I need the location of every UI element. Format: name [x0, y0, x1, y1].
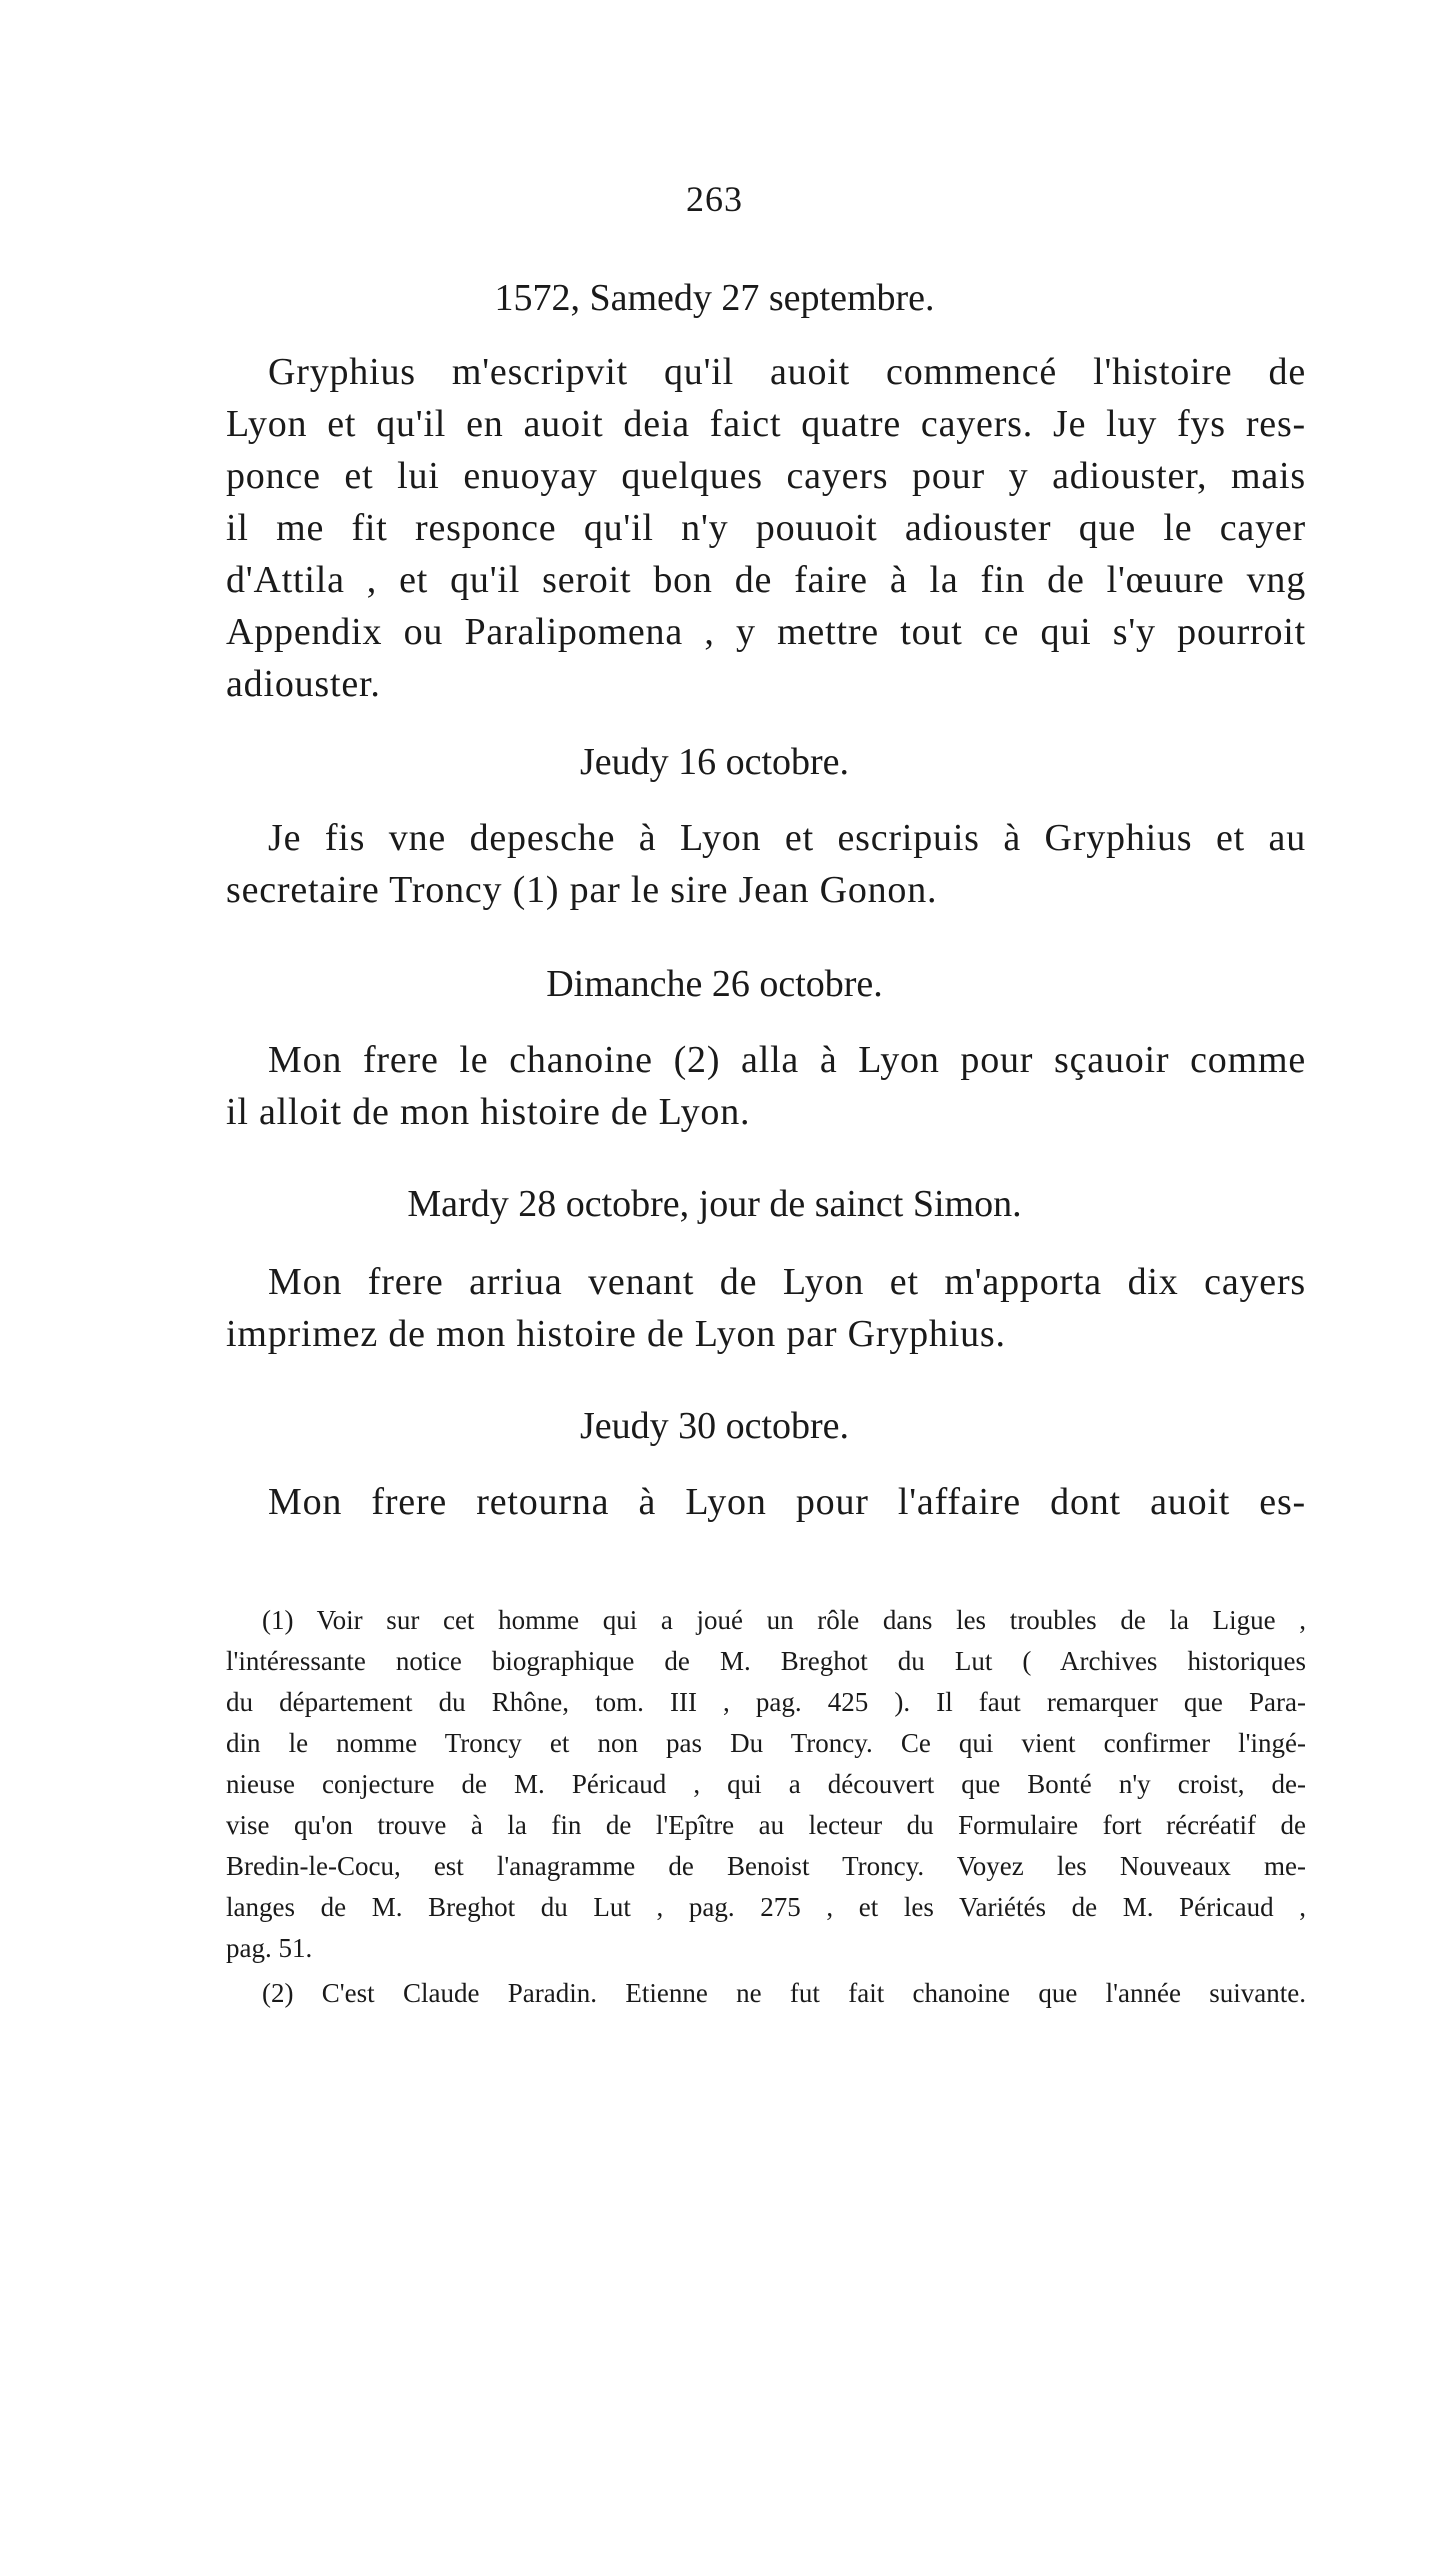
- text-line: Mon frere arriua venant de Lyon et m'apporta dix cayers: [268, 1261, 1306, 1303]
- page-number: 263: [686, 179, 743, 219]
- text-line: Je fis vne depesche à Lyon et escripuis à Gryphius et au: [268, 817, 1306, 859]
- footnote-line: l'intéressante notice biographique de M. Breghot du Lut ( Archives historiques: [226, 1646, 1306, 1676]
- text-line: d'Attila , et qu'il seroit bon de faire à la fin de l'œuure vng: [226, 559, 1306, 601]
- text-line: Gryphius m'escripvit qu'il auoit commencé l'histoire de: [268, 351, 1306, 393]
- footnote-line: (1) Voir sur cet homme qui a joué un rôle dans les troubles de la Ligue ,: [262, 1605, 1306, 1635]
- text-line: Mon frere le chanoine (2) alla à Lyon pour sçauoir comme: [268, 1039, 1306, 1081]
- entry-paragraph-4: [226, 1256, 1306, 1360]
- entry-date-3: Dimanche 26 octobre.: [546, 963, 883, 1005]
- entry-paragraph-5: [226, 1476, 1306, 1528]
- text-line: il me fit responce qu'il n'y pouuoit adiouster que le cayer: [226, 507, 1306, 549]
- text-line: Mon frere retourna à Lyon pour l'affaire dont auoit es-: [268, 1481, 1306, 1523]
- entry-paragraph-1: [226, 346, 1306, 710]
- entry-date-5: Jeudy 30 octobre.: [579, 1405, 850, 1447]
- text-line: il alloit de mon histoire de Lyon.: [226, 1091, 751, 1133]
- text-line: ponce et lui enuoyay quelques cayers pour y adiouster, mais: [226, 455, 1306, 497]
- footnote-line: din le nomme Troncy et non pas Du Troncy. Ce qui vient confirmer l'ingé-: [226, 1728, 1306, 1758]
- footnote-line: langes de M. Breghot du Lut , pag. 275 , et les Variétés de M. Péricaud ,: [226, 1892, 1306, 1922]
- text-line: imprimez de mon histoire de Lyon par Gryphius.: [226, 1313, 1006, 1355]
- footnote-line: Bredin-le-Cocu, est l'anagramme de Benoist Troncy. Voyez les Nouveaux me-: [226, 1851, 1306, 1881]
- footnote-line: vise qu'on trouve à la fin de l'Epître au lecteur du Formulaire fort récréatif de: [226, 1810, 1306, 1840]
- footnote-line: du département du Rhône, tom. III , pag. 425 ). Il faut remarquer que Para-: [226, 1687, 1306, 1717]
- entry-paragraph-3: [226, 1034, 1306, 1138]
- footnotes: [226, 1600, 1306, 2014]
- footnote-line: pag. 51.: [226, 1933, 313, 1963]
- footnote-line: nieuse conjecture de M. Péricaud , qui a découvert que Bonté n'y croist, de-: [226, 1769, 1306, 1799]
- entry-date-2: Jeudy 16 octobre.: [579, 741, 850, 783]
- entry-date-4: Mardy 28 octobre, jour de sainct Simon.: [407, 1183, 1022, 1225]
- text-line: secretaire Troncy (1) par le sire Jean Gonon.: [226, 869, 938, 911]
- text-line: Appendix ou Paralipomena , y mettre tout ce qui s'y pourroit: [226, 611, 1306, 653]
- entry-paragraph-2: [226, 812, 1306, 916]
- text-line: Lyon et qu'il en auoit deia faict quatre cayers. Je luy fys res-: [226, 403, 1306, 445]
- text-line: adiouster.: [226, 663, 381, 705]
- footnote-2: (2) C'est Claude Paradin. Etienne ne fut fait chanoine que l'année suivante.: [262, 1978, 1306, 2008]
- entry-date-1: 1572, Samedy 27 septembre.: [494, 277, 935, 319]
